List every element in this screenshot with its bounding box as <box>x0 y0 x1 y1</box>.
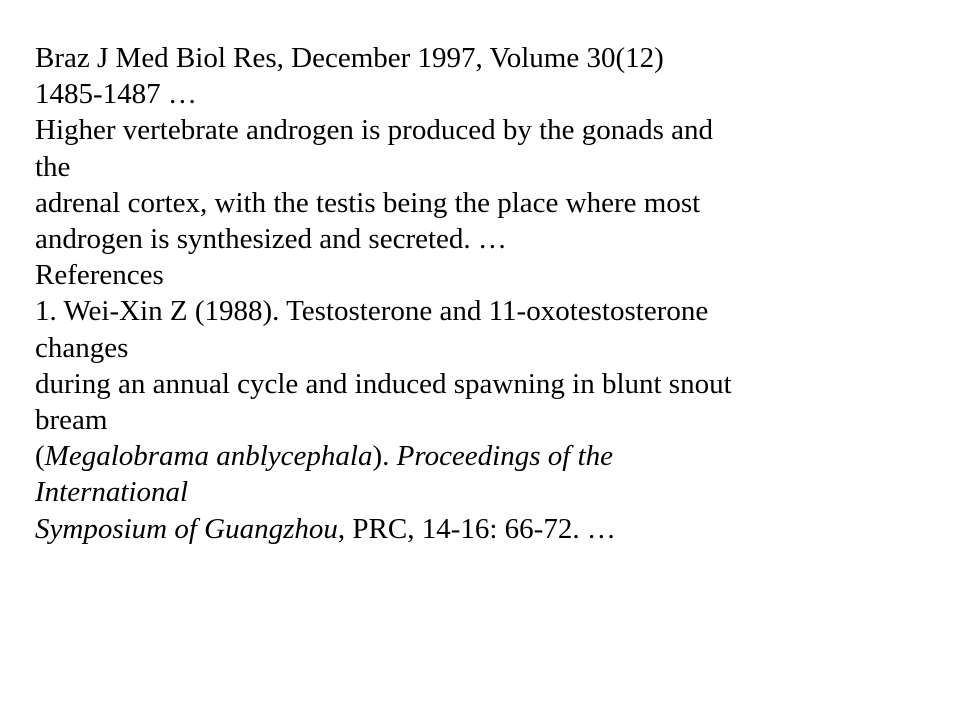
text-segment: during an annual cycle and induced spawning in blunt snout <box>35 367 732 400</box>
proceedings-title-italic: International <box>35 476 189 509</box>
proceedings-title-italic: Symposium of Guangzhou <box>35 512 338 545</box>
excerpt-line <box>35 112 950 148</box>
text-segment: the <box>35 150 71 183</box>
reference-line <box>35 438 950 474</box>
citation-text-block <box>35 40 950 547</box>
text-segment: References <box>35 259 164 292</box>
excerpt-line <box>35 185 950 221</box>
species-name-italic: Megalobrama anblycephala <box>44 440 373 473</box>
references-heading <box>35 257 950 293</box>
text-segment: changes <box>35 331 129 364</box>
text-segment: adrenal cortex, with the testis being the place where most <box>35 186 701 219</box>
text-segment: androgen is synthesized and secreted. … <box>35 223 507 256</box>
text-segment: Braz J Med Biol Res, December 1997, Volume 30(12) <box>35 42 664 74</box>
text-segment: Higher vertebrate androgen is produced by the gonads and <box>35 114 714 147</box>
text-segment: ( <box>35 440 45 473</box>
proceedings-title-italic: Proceedings of the <box>396 440 614 473</box>
reference-line <box>35 474 950 510</box>
citation-journal-line <box>35 40 950 76</box>
citation-pages-line <box>35 76 950 112</box>
reference-line <box>35 366 950 402</box>
text-segment: 1485-1487 … <box>35 78 197 111</box>
excerpt-line <box>35 221 950 257</box>
text-segment: , PRC, 14-16: 66-72. … <box>337 512 616 545</box>
text-segment: bream <box>35 404 108 437</box>
reference-line <box>35 330 950 366</box>
reference-line <box>35 402 950 438</box>
excerpt-line <box>35 149 950 185</box>
text-segment: 1. Wei-Xin Z (1988). Testosterone and 11-oxotestosterone <box>35 295 709 328</box>
reference-line <box>35 511 950 547</box>
text-segment: ). <box>372 440 397 473</box>
reference-line <box>35 293 950 329</box>
